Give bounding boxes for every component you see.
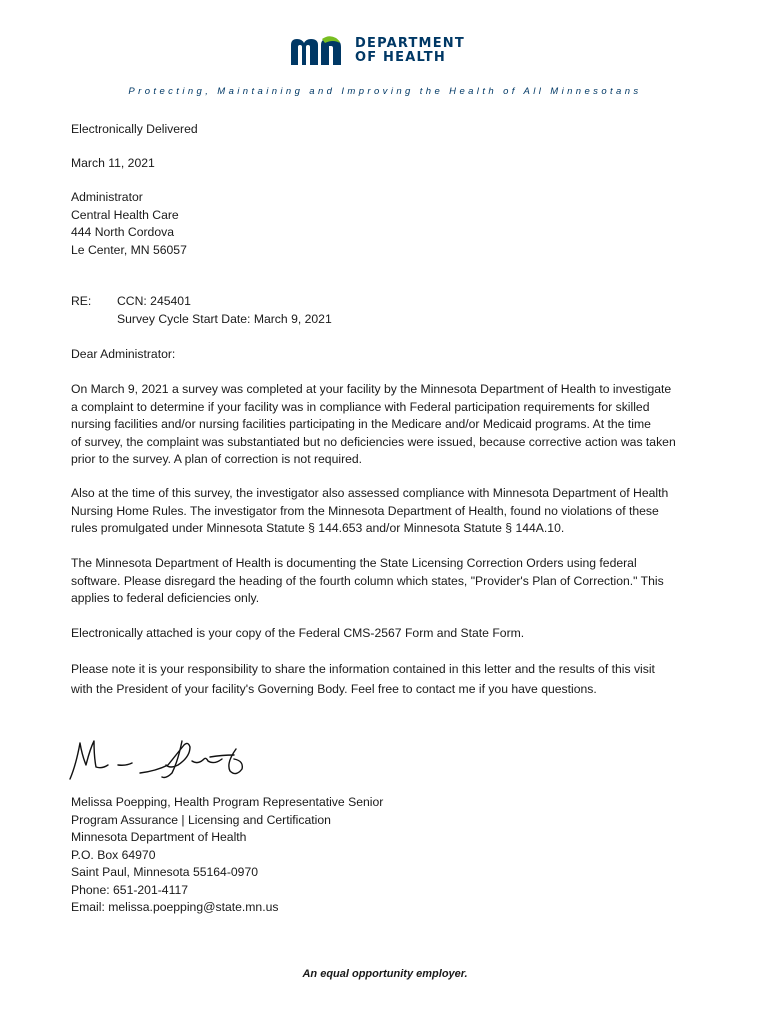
signer-department: Minnesota Department of Health [71,830,247,844]
re-ccn: CCN: 245401 [117,294,191,308]
paragraph-line: The Minnesota Department of Health is documenting the State Licensing Correction Orders using federal [71,556,637,570]
recipient-city: Le Center, MN 56057 [71,242,187,257]
letter-date: March 11, 2021 [71,156,155,170]
signer-city: Saint Paul, Minnesota 55164-0970 [71,865,259,879]
handwritten-signature [66,735,266,787]
salutation: Dear Administrator: [71,347,176,361]
signer-po-box: P.O. Box 64970 [71,847,156,862]
recipient-organization: Central Health Care [71,207,179,222]
signer-name-title: Melissa Poepping, Health Program Representative Senior [71,795,384,809]
paragraph-line: rules promulgated under Minnesota Statute § 144.653 and/or Minnesota Statute § 144A.10. [71,521,565,535]
paragraph-line: On March 9, 2021 a survey was completed at your facility by the Minnesota Department of Health to investigate [71,382,672,396]
paragraph-line: a complaint to determine if your facility was in compliance with Federal participation requirements for skilled [71,399,650,414]
paragraph-line: Also at the time of this survey, the investigator also assessed compliance with Minnesota Department of Health [71,486,669,500]
logo-wordmark [355,37,465,65]
signature-block [71,794,711,917]
recipient-street: 444 North Cordova [71,225,174,239]
logo-line-2: OF HEALTH [355,50,446,65]
re-survey-date: Survey Cycle Start Date: March 9, 2021 [117,311,332,326]
tagline: Protecting, Maintaining and Improving the Health of All Minnesotans [128,86,642,97]
paragraph-nursing-home-rules [71,485,711,538]
paragraph-line: applies to federal deficiencies only. [71,591,260,605]
mdh-logo [289,34,465,68]
re-values [117,293,332,328]
mn-logo-icon [289,35,351,67]
paragraph-line: Electronically attached is your copy of the Federal CMS-2567 Form and State Form. [71,626,525,640]
paragraph-line: Nursing Home Rules. The investigator from the Minnesota Department of Health, found no violations of these [71,503,659,518]
paragraph-line: of survey, the complaint was substantiated but no deficiencies were issued, because corrective action was taken [71,434,676,449]
paragraph-line: Please note it is your responsibility to share the information contained in this letter and the results of this visit [71,662,655,676]
paragraph-correction-orders [71,555,711,608]
paragraph-line: nursing facilities and/or nursing facilities participating in the Medicare and/or Medicaid programs. At the time [71,417,651,431]
recipient-address [71,189,711,259]
footer-equal-opportunity: An equal opportunity employer. [302,968,468,980]
paragraph-line: software. Please disregard the heading of the fourth column which states, "Provider's Plan of Correction." This [71,573,664,588]
paragraph-line: with the President of your facility's Governing Body. Feel free to contact me if you have questions. [71,682,597,696]
re-label: RE: [71,294,92,308]
paragraph-line: prior to the survey. A plan of correction is not required. [71,452,363,466]
paragraph-survey [71,381,711,469]
delivery-note: Electronically Delivered [71,122,198,136]
paragraph-responsibility [71,659,711,699]
recipient-title: Administrator [71,190,143,204]
signer-email[interactable]: Email: melissa.poepping@state.mn.us [71,900,279,914]
signer-unit: Program Assurance | Licensing and Certification [71,812,331,827]
logo-line-1: DEPARTMENT [355,36,465,51]
signer-phone: Phone: 651-201-4117 [71,882,189,897]
paragraph-attachments [71,625,711,643]
